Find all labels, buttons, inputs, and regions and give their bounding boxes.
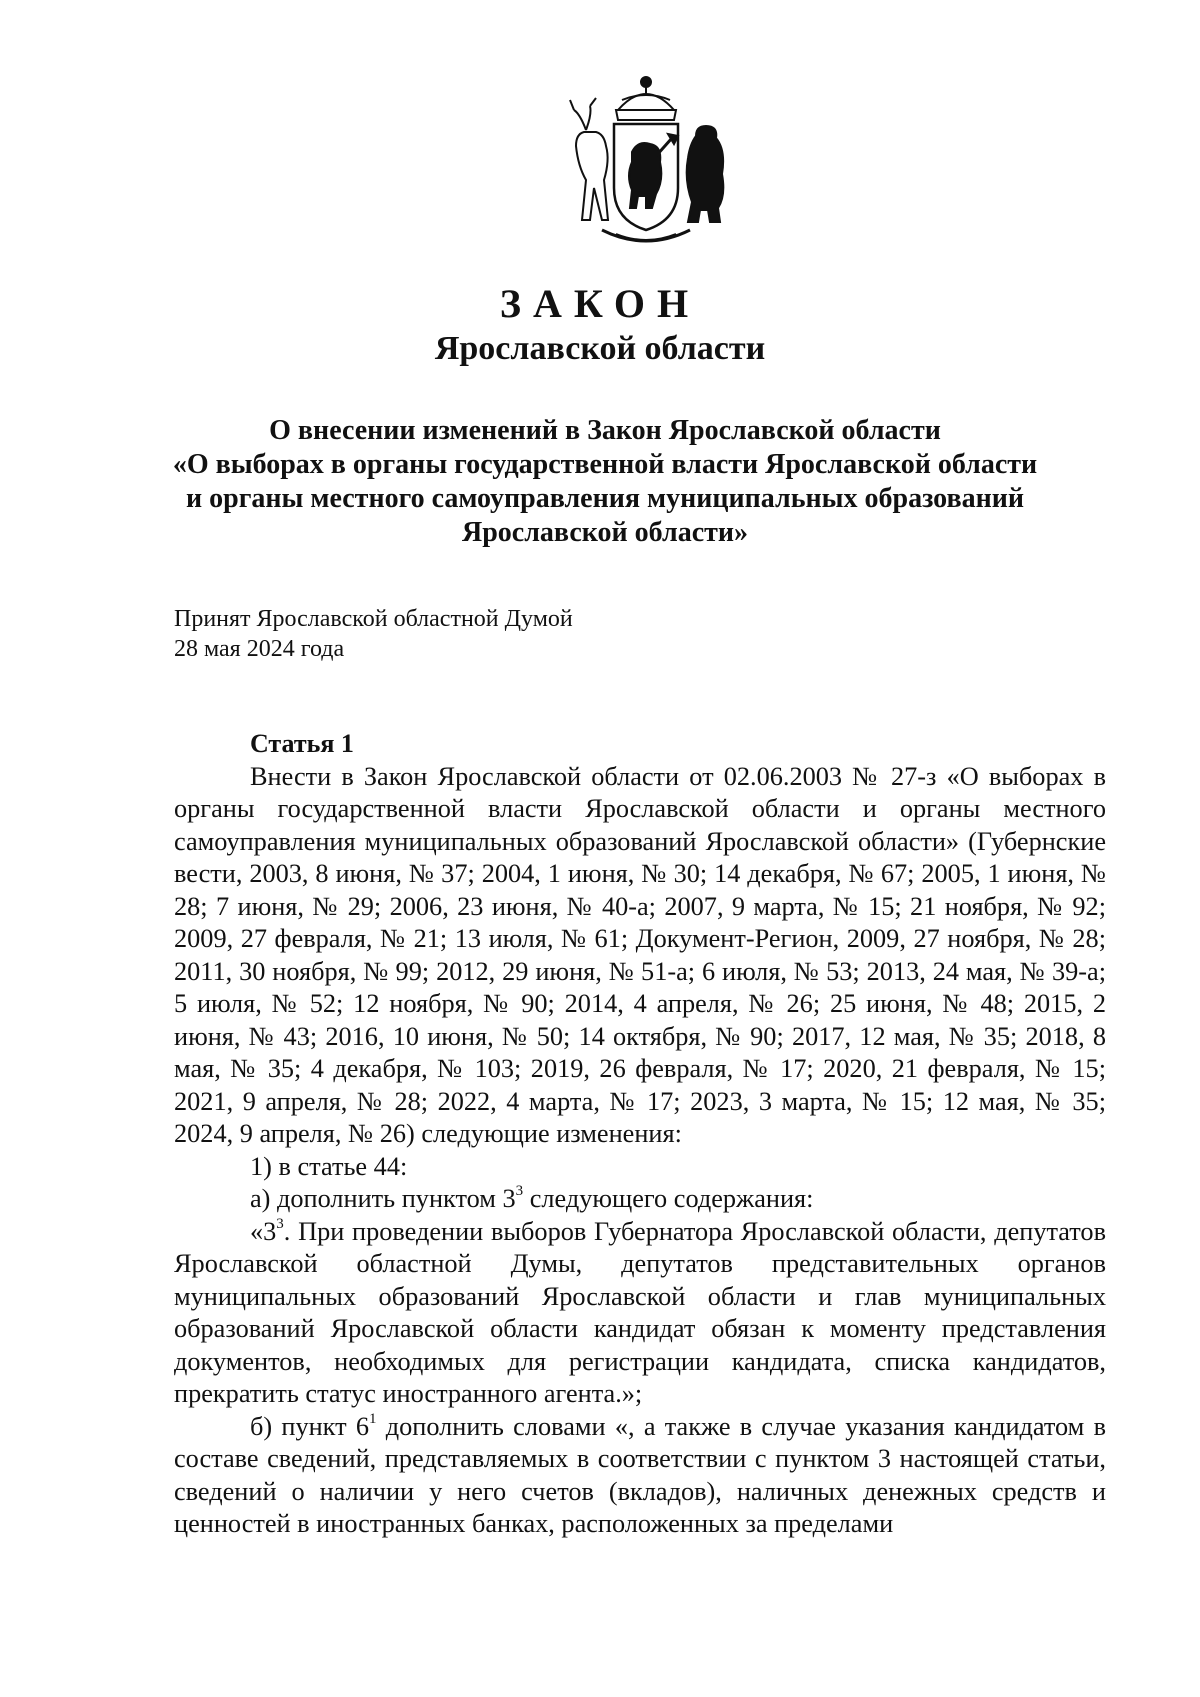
law-subtitle [170,414,1040,550]
item-b-prefix: б) пункт 6 [250,1411,370,1441]
item-b-text: дополнить словами «, а также в случае указания кандидатом в составе сведений, представляемых в соответствии с пунктом 3 настоящей статьи, сведений о наличии у него счетов (вкладов), наличных денежных средств и ценностей в иностранных банках, расположенных за пределами [174,1411,1106,1538]
item-a [174,1183,1106,1216]
subtitle-line: О внесении изменений в Закон Ярославской области [269,415,941,446]
subtitle-line: Ярославской области» [461,517,749,548]
adoption-date: 28 мая 2024 года [174,636,345,662]
item-a-prefix: а) дополнить пунктом 3 [250,1184,516,1213]
law-region: Ярославской области [434,330,766,367]
quote-prefix: «3 [250,1216,277,1246]
article-heading: Статья 1 [250,729,354,758]
item-a-superscript: 3 [515,1183,524,1200]
law-title: ЗАКОН [499,281,701,326]
item-b-superscript: 1 [369,1410,377,1427]
adoption-info [174,604,573,664]
article-body [174,728,1106,1541]
item-1: 1) в статье 44: [250,1151,408,1181]
item-b-paragraph [174,1411,1106,1541]
quote-text: . При проведении выборов Губернатора Ярославской области, депутатов Ярославской областной Думы, депутатов представительных органов муниципальных образований Ярославской области и глав муниципальных образований Ярославской области кандидат обязан к моменту представления документов, необходимых для регистрации кандидата, списка кандидатов, прекратить статус иностранного агента.»; [174,1216,1106,1408]
item-a-suffix: следующего содержания: [523,1184,814,1213]
subtitle-line: и органы местного самоуправления муниципальных образований [186,483,1024,514]
quoted-paragraph [174,1216,1106,1411]
subtitle-line: «О выборах в органы государственной власти Ярославской области [172,449,1038,480]
quote-superscript: 3 [276,1215,284,1232]
article-intro-paragraph: Внести в Закон Ярославской области от 02.06.2003 № 27-з «О выборах в органы государственной власти Ярославской области и органы местного самоуправления муниципальных образований Ярославской области» (Губернские вести, 2003, 8 июня, № 37; 2004, 1 июня, № 30; 14 декабря, № 67; 2005, 1 июня, № 28; 7 июня, № 29; 2006, 23 июня, № 40-а; 2007, 9 марта, № 15; 21 ноября, № 92; 2009, 27 февраля, № 21; 13 июля, № 61; Документ-Регион, 2009, 27 ноября, № 28; 2011, 30 ноября, № 99; 2012, 29 июня, № 51-а; 6 июля, № 53; 2013, 24 мая, № 39-а; 5 июля, № 52; 12 ноября, № 90; 2014, 4 апреля, № 26; 25 июня, № 48; 2015, 2 июня, № 43; 2016, 10 июня, № 50; 14 октября, № 90; 2017, 12 мая, № 35; 2018, 8 мая, № 35; 4 декабря, № 103; 2019, 26 февраля, № 17; 2020, 21 февраля, № 15; 2021, 9 апреля, № 28; 2022, 4 марта, № 17; 2023, 3 марта, № 15; 12 мая, № 35; 2024, 9 апреля, № 26) следующие изменения: [174,761,1106,1148]
adoption-body: Принят Ярославской областной Думой [174,606,573,632]
yaroslavl-coat-of-arms-icon [546,70,746,250]
